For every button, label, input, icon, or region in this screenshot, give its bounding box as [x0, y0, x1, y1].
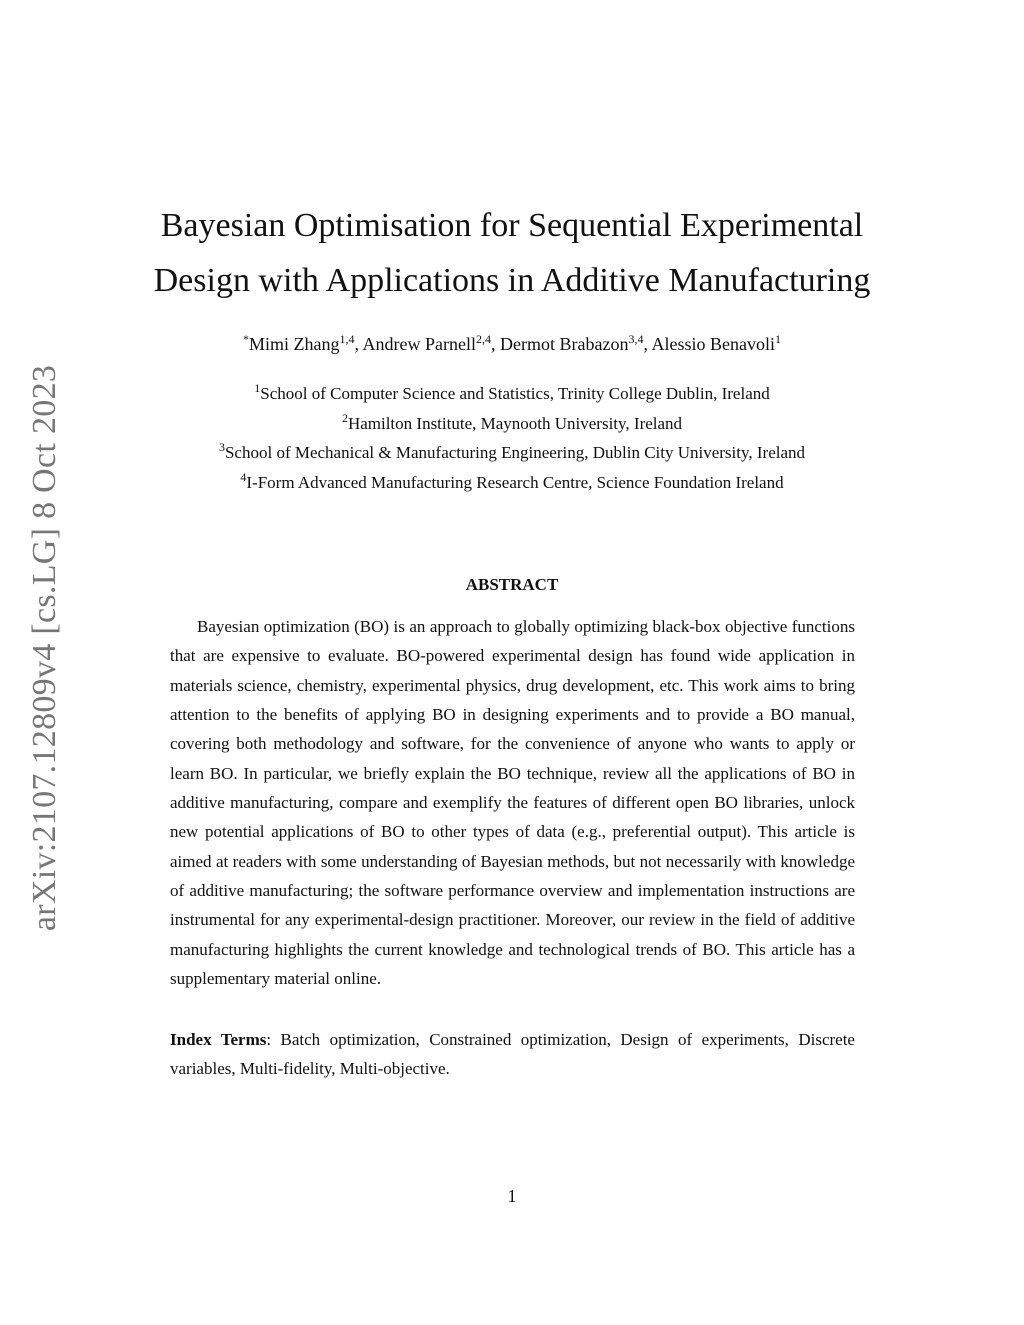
author-name: Dermot Brabazon [500, 334, 629, 354]
author-name: Andrew Parnell [362, 334, 476, 354]
affiliation-list [0, 379, 1024, 497]
author-affiliation-marker: 2,4 [476, 332, 491, 346]
index-terms-label: Index Terms [170, 1030, 267, 1049]
title-line-2: Design with Applications in Additive Manufacturing [153, 262, 871, 299]
index-terms-text: Batch optimization, Constrained optimization, Design of experiments, Discrete variables, Multi-fidelity, Multi-objective. [170, 1030, 855, 1078]
affiliation-item [0, 468, 1024, 498]
author-separator: , [491, 334, 500, 354]
author-name: Mimi Zhang [249, 334, 340, 354]
paper-title [0, 198, 1024, 308]
author-name: Alessio Benavoli [651, 334, 775, 354]
affiliation-text: I-Form Advanced Manufacturing Research Centre, Science Foundation Ireland [246, 472, 784, 492]
affiliation-text: School of Computer Science and Statistics, Trinity College Dublin, Ireland [260, 384, 770, 403]
affiliation-item [0, 409, 1024, 439]
author-affiliation-marker: 3,4 [628, 332, 644, 346]
page-number: 1 [507, 1186, 517, 1206]
author-separator: , [643, 334, 652, 354]
affiliation-number: 4 [240, 469, 247, 484]
affiliation-item [0, 379, 1024, 409]
index-terms-separator: : [266, 1030, 281, 1049]
affiliation-number: 2 [341, 410, 348, 425]
affiliation-text: Hamilton Institute, Maynooth University, Ireland [347, 413, 683, 433]
abstract-heading: ABSTRACT [465, 575, 559, 594]
author-affiliation-marker: 1,4 [339, 332, 355, 346]
author-separator: , [354, 334, 363, 354]
corresponding-author-marker: * [243, 332, 250, 346]
arxiv-identifier-stamp: arXiv:2107.12809v4 [cs.LG] 8 Oct 2023 [26, 364, 63, 932]
author-list [0, 330, 1024, 358]
title-line-1: Bayesian Optimisation for Sequential Experimental [160, 207, 864, 244]
affiliation-text: School of Mechanical & Manufacturing Engineering, Dublin City University, Ireland [224, 443, 806, 462]
abstract-body: Bayesian optimization (BO) is an approach to globally optimizing black-box objective functions that are expensive to evaluate. BO-powered experimental design has found wide application in materials science, chemistry, experimental physics, drug development, etc. This work aims to bring attention to the benefits of applying BO in designing experiments and to provide a BO manual, covering both methodology and software, for the convenience of anyone who wants to apply or learn BO. In particular, we briefly explain the BO technique, review all the applications of BO in additive manufacturing, compare and exemplify the features of different open BO libraries, unlock new potential applications of BO to other types of data (e.g., preferential output). This article is aimed at readers with some understanding of Bayesian methods, but not necessarily with knowledge of additive manufacturing; the software performance overview and implementation instructions are instrumental for any experimental-design practitioner. Moreover, our review in the field of additive manufacturing highlights the current knowledge and technological trends of BO. This article has a supplementary material online. [170, 617, 855, 989]
affiliation-number: 1 [254, 381, 261, 395]
index-terms [170, 1025, 855, 1083]
affiliation-number: 3 [218, 440, 225, 454]
affiliation-item [0, 438, 1024, 468]
author-affiliation-marker: 1 [774, 332, 781, 346]
